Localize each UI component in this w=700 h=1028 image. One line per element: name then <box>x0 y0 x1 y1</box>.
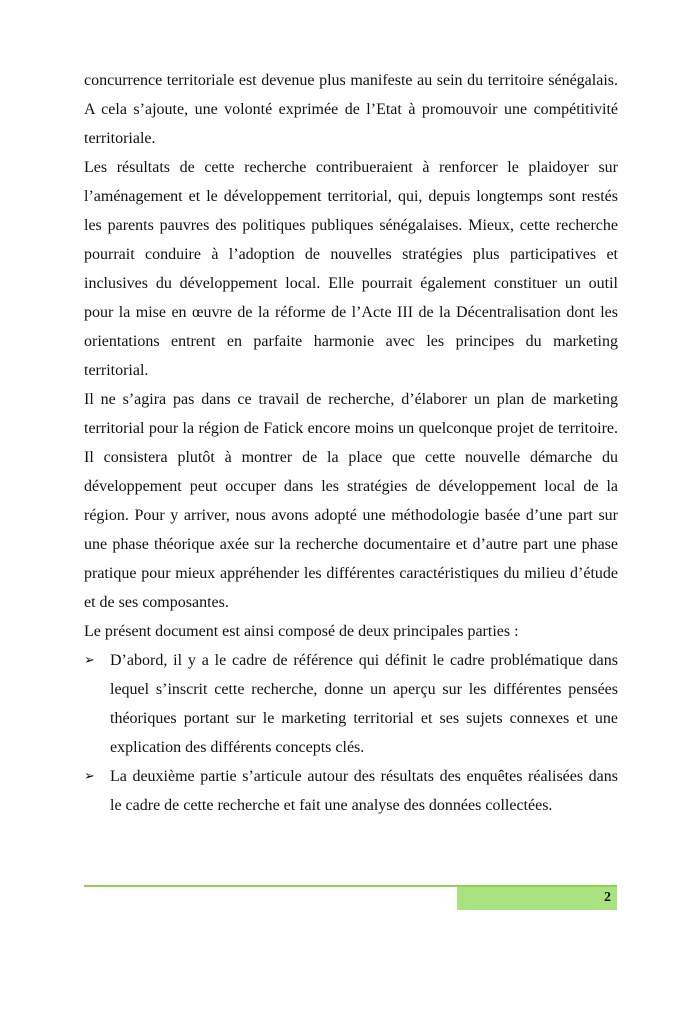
text-line: théoriques portant sur le marketing territorial et ses sujets connexes et une <box>110 710 618 727</box>
text-line: concurrence territoriale est devenue plus manifeste au sein du territoire sénégalais. <box>84 72 618 89</box>
text-line: Le présent document est ainsi composé de deux principales parties : <box>84 623 519 640</box>
paragraph-contribution <box>84 153 618 385</box>
paragraph-intro <box>84 66 618 153</box>
text-line: pourrait conduire à l’adoption de nouvelles stratégies plus participatives et <box>84 246 618 263</box>
arrow-bullet-icon: ➢ <box>84 769 95 784</box>
bullet-text <box>110 762 618 820</box>
arrow-bullet-icon: ➢ <box>84 653 95 668</box>
text-line: une phase théorique axée sur la recherche documentaire et d’autre part une phase <box>84 536 618 553</box>
text-line: La deuxième partie s’articule autour des résultats des enquêtes réalisées dans <box>110 768 618 785</box>
document-body <box>84 66 618 820</box>
text-line: Il consistera plutôt à montrer de la place que cette nouvelle démarche du <box>84 449 618 466</box>
text-line: territoriale. <box>84 130 156 147</box>
text-line: D’abord, il y a le cadre de référence qui définit le cadre problématique dans <box>110 652 618 669</box>
paragraph-scope <box>84 385 618 617</box>
text-line: inclusives du développement local. Elle pourrait également constituer un outil <box>84 275 618 292</box>
text-line: pour la mise en œuvre de la réforme de l’Acte III de la Décentralisation dont les <box>84 304 618 321</box>
text-line: pratique pour mieux appréhender les différentes caractéristiques du milieu d’étude <box>84 565 618 582</box>
page-number: 2 <box>604 890 611 905</box>
bullet-item-first-part <box>84 646 618 762</box>
text-line: Il ne s’agira pas dans ce travail de recherche, d’élaborer un plan de marketing <box>84 391 618 408</box>
page-number-box <box>457 887 617 910</box>
paragraph-structure <box>84 617 618 646</box>
bullet-item-second-part <box>84 762 618 820</box>
bullet-text <box>110 646 618 762</box>
text-line: région. Pour y arriver, nous avons adopté une méthodologie basée d’une part sur <box>84 507 618 524</box>
text-line: Les résultats de cette recherche contribueraient à renforcer le plaidoyer sur <box>84 159 618 176</box>
text-line: territorial. <box>84 362 149 379</box>
text-line: et de ses composantes. <box>84 594 229 611</box>
text-line: A cela s’ajoute, une volonté exprimée de l’Etat à promouvoir une compétitivité <box>84 101 618 118</box>
text-line: le cadre de cette recherche et fait une analyse des données collectées. <box>110 797 553 814</box>
text-line: orientations entrent en parfaite harmonie avec les principes du marketing <box>84 333 618 350</box>
text-line: l’aménagement et le développement territorial, qui, depuis longtemps sont restés <box>84 188 618 205</box>
text-line: lequel s’inscrit cette recherche, donne un aperçu sur les différentes pensées <box>110 681 618 698</box>
text-line: développement peut occuper dans les stratégies de développement local de la <box>84 478 618 495</box>
text-line: les parents pauvres des politiques publiques sénégalaises. Mieux, cette recherche <box>84 217 618 234</box>
text-line: explication des différents concepts clés. <box>110 739 365 756</box>
text-line: territorial pour la région de Fatick encore moins un quelconque projet de territoire. <box>84 420 618 437</box>
